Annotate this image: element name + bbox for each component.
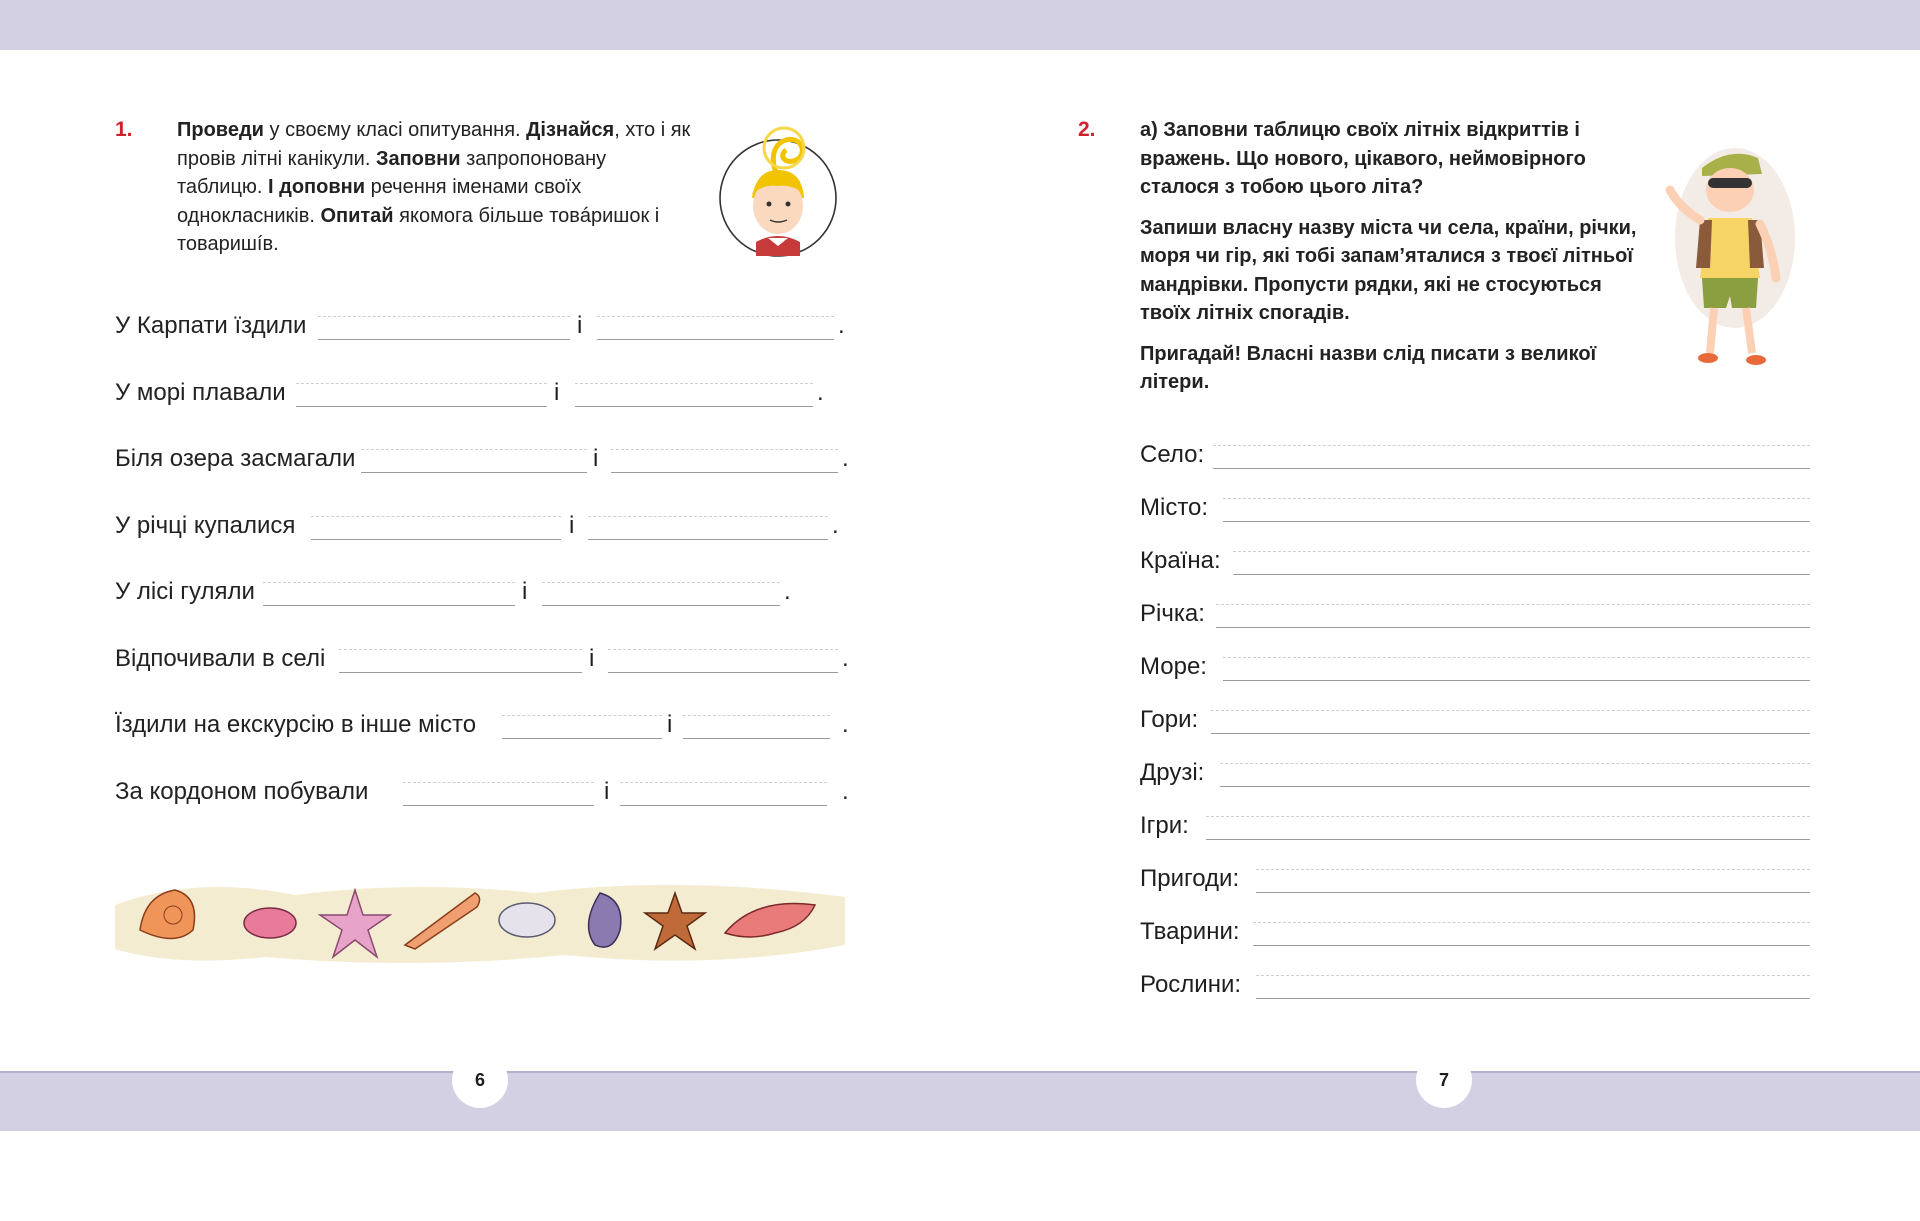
name-blank-2[interactable] [542, 582, 780, 606]
field-label: Тварини: [1140, 918, 1240, 945]
boy-with-question-illustration [712, 118, 842, 263]
field-label: Місто: [1140, 494, 1209, 521]
sentence-end: . [832, 512, 839, 539]
survey-row [115, 645, 855, 679]
row-label: За кордоном побували [115, 778, 369, 805]
row-label: У річці купалися [115, 512, 296, 539]
conjunction: і [667, 711, 673, 738]
sentence-end: . [784, 578, 791, 605]
instruction-segment: речення іменами своїх однокласників. [177, 176, 582, 227]
field-label: Море: [1140, 653, 1207, 680]
row-label: У Карпати їздили [115, 312, 307, 339]
name-blank-2[interactable] [683, 715, 830, 739]
conjunction: і [593, 445, 599, 472]
seashells-illustration [115, 875, 845, 965]
name-blank-1[interactable] [339, 649, 582, 673]
exercise-1-instruction [177, 116, 697, 259]
sentence-end: . [842, 778, 849, 805]
name-blank-2[interactable] [575, 383, 813, 407]
instruction-segment: І доповни [268, 176, 366, 198]
name-blank-1[interactable] [361, 449, 587, 473]
discovery-row [1140, 494, 1810, 528]
row-label: Біля озера засмагали [115, 445, 356, 472]
name-blank-2[interactable] [608, 649, 838, 673]
sentence-end: . [842, 711, 849, 738]
survey-row [115, 578, 855, 612]
write-line[interactable] [1223, 657, 1810, 681]
conjunction: і [569, 512, 575, 539]
name-blank-2[interactable] [620, 782, 827, 806]
exercise-2-instruction [1140, 116, 1640, 409]
top-band [0, 0, 1920, 50]
name-blank-1[interactable] [318, 316, 570, 340]
sentence-end: . [842, 445, 849, 472]
row-label: Їздили на екскурсію в інше місто [115, 711, 477, 738]
instruction-segment: запропоновану таблицю. [177, 147, 607, 198]
write-line[interactable] [1233, 551, 1810, 575]
row-label: Відпочивали в селі [115, 645, 326, 672]
write-line[interactable] [1256, 869, 1810, 893]
discovery-row [1140, 759, 1810, 793]
write-line[interactable] [1206, 816, 1810, 840]
discovery-row [1140, 865, 1810, 899]
snail-shell-icon [244, 908, 296, 938]
exercise-1-number: 1. [115, 118, 133, 141]
exercise-2-number: 2. [1078, 118, 1096, 141]
name-blank-1[interactable] [296, 383, 547, 407]
instruction-segment: Опитай [320, 204, 394, 227]
conjunction: і [589, 645, 595, 672]
instruction-segment: , хто і як провів літні канікули. [177, 119, 691, 170]
name-blank-2[interactable] [611, 449, 838, 473]
name-blank-1[interactable] [502, 715, 662, 739]
page-number-left: 6 [452, 1052, 508, 1108]
row-label: У морі плавали [115, 379, 286, 406]
conjunction: і [554, 379, 560, 406]
survey-row [115, 778, 855, 812]
discovery-row [1140, 653, 1810, 687]
sentence-end: . [817, 379, 824, 406]
sentence-end: . [842, 645, 849, 672]
discovery-row [1140, 812, 1810, 846]
write-line[interactable] [1253, 922, 1810, 946]
instruction-segment: у своєму класі опитування. [263, 119, 527, 141]
exercise-2-para-3: Пригадай! Власні назви слід писати з великої літери. [1140, 342, 1597, 393]
field-label: Село: [1140, 441, 1205, 468]
field-label: Країна: [1140, 547, 1221, 574]
field-label: Рослини: [1140, 971, 1242, 998]
write-line[interactable] [1256, 975, 1810, 999]
bottom-band [0, 1071, 1920, 1131]
instruction-segment: Дізнайся [526, 119, 615, 141]
instruction-segment: Заповни [375, 147, 461, 170]
discovery-row [1140, 918, 1810, 952]
name-blank-1[interactable] [403, 782, 594, 806]
sentence-end: . [838, 312, 845, 339]
field-label: Друзі: [1140, 759, 1205, 786]
survey-row [115, 711, 855, 745]
discovery-row [1140, 706, 1810, 740]
field-label: Ігри: [1140, 812, 1189, 839]
exercise-2-para-1: а) Заповни таблицю своїх літніх відкриттів і вражень. Що нового, цікавого, неймовірного сталося з тобою цього літа? [1140, 119, 1586, 198]
instruction-segment: якомога більше товáришок і товаришíв. [177, 204, 660, 255]
exercise-2-para-2: Запиши власну назву міста чи села, країни, річки, моря чи гір, які тобі запам’яталися з твоєї літньої мандрівки. Пропусти рядки, які не стосуються твоїх літніх спогадів. [1140, 216, 1637, 324]
write-line[interactable] [1213, 445, 1810, 469]
discovery-row [1140, 600, 1810, 634]
survey-row [115, 445, 855, 479]
discovery-row [1140, 441, 1810, 475]
name-blank-2[interactable] [597, 316, 834, 340]
name-blank-2[interactable] [588, 516, 828, 540]
discovery-row [1140, 547, 1810, 581]
clam-shell-icon [499, 903, 555, 937]
write-line[interactable] [1211, 710, 1810, 734]
field-label: Річка: [1140, 600, 1205, 627]
name-blank-1[interactable] [311, 516, 561, 540]
boy-with-cap-illustration [1650, 128, 1810, 378]
survey-row [115, 379, 855, 413]
instruction-segment: Проведи [177, 119, 264, 141]
survey-row [115, 512, 855, 546]
name-blank-1[interactable] [263, 582, 515, 606]
conjunction: і [604, 778, 610, 805]
write-line[interactable] [1220, 763, 1810, 787]
field-label: Пригоди: [1140, 865, 1240, 892]
page-number-right: 7 [1416, 1052, 1472, 1108]
write-line[interactable] [1216, 604, 1810, 628]
conjunction: і [522, 578, 528, 605]
discovery-row [1140, 971, 1810, 1005]
write-line[interactable] [1223, 498, 1810, 522]
conjunction: і [577, 312, 583, 339]
survey-row [115, 312, 855, 346]
row-label: У лісі гуляли [115, 578, 255, 605]
field-label: Гори: [1140, 706, 1199, 733]
